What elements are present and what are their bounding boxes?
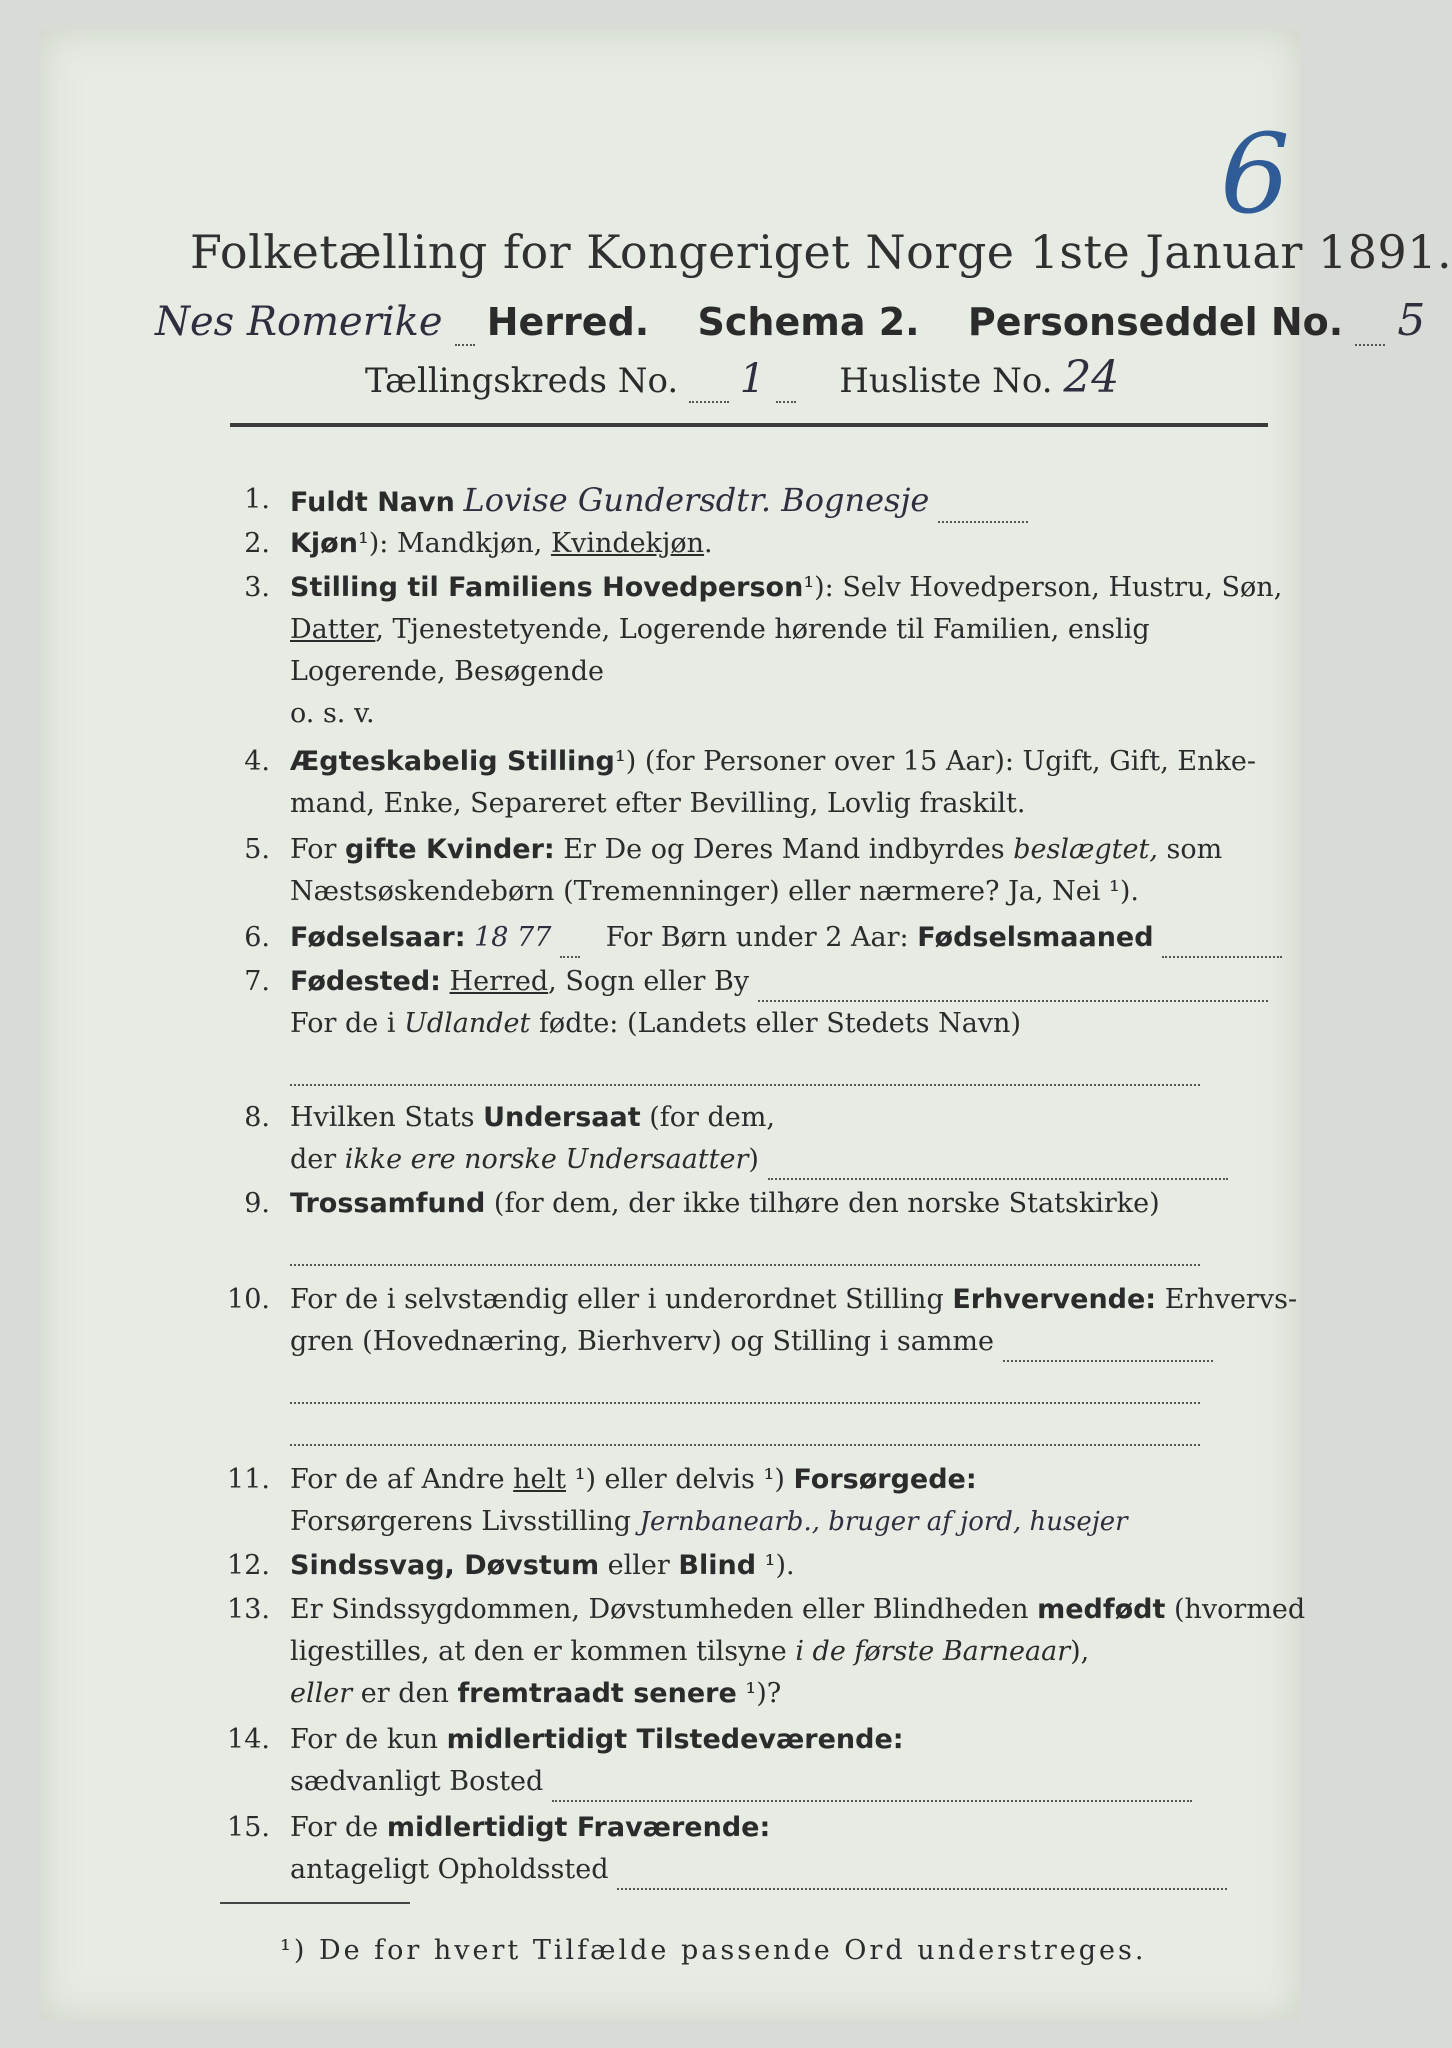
full-name-value: Lovise Gundersdtr. Bognesje <box>463 481 930 519</box>
question-number: 12. <box>227 1550 270 1581</box>
question-text: ), <box>1070 1636 1090 1667</box>
question-text: (for dem, <box>640 1102 775 1133</box>
question-label: Kjøn <box>290 528 358 559</box>
question-number: 8. <box>244 1102 270 1133</box>
question-text: ikke ere norske Undersaatter <box>344 1144 749 1175</box>
header-divider <box>230 423 1268 427</box>
question-text: er den <box>352 1678 458 1709</box>
dots <box>1003 1338 1213 1362</box>
question-text: (hvormed <box>1165 1594 1306 1625</box>
husliste-label: Husliste No. <box>839 361 1053 401</box>
provider-occupation-value: Jernbanearb., bruger af jord, husejer <box>639 1507 1128 1537</box>
question-text: fødte: (Landets eller Stedets Navn) <box>530 1008 1021 1039</box>
question-number: 15. <box>227 1812 270 1843</box>
herred-value: Nes Romerike <box>155 299 443 345</box>
question-label: gifte Kvinder: <box>345 834 555 865</box>
question-text: beslægtet, <box>1013 834 1158 865</box>
taellingskreds-label: Tællingskreds No. <box>365 361 679 401</box>
header-line-herred <box>155 295 1426 355</box>
question-text: Erhvervs- <box>1156 1284 1298 1315</box>
selected-option: Herred <box>449 966 549 997</box>
question-number: 4. <box>244 746 270 777</box>
dots <box>758 978 1268 1002</box>
taellingskreds-value: 1 <box>739 356 766 402</box>
question-label: Fuldt Navn <box>290 487 455 518</box>
question-text: For de kun <box>290 1724 447 1755</box>
dots <box>552 1778 1192 1802</box>
footnote-divider <box>220 1902 410 1904</box>
question-label: Ægteskabelig Stilling <box>290 746 615 777</box>
question-label: Fødselsmaaned <box>917 922 1154 953</box>
dots <box>1162 934 1282 958</box>
schema-label: Schema 2. <box>697 300 920 344</box>
question-text: For de i selvstændig eller i underordnet Stilling <box>290 1284 953 1315</box>
footnote: ¹) De for hvert Tilfælde passende Ord understreges. <box>280 1935 1147 1966</box>
question-text: Udlandet <box>404 1008 531 1039</box>
question-text: ¹). <box>756 1550 795 1581</box>
question-number: 2. <box>244 528 270 559</box>
dots <box>776 379 796 403</box>
form-title: Folketælling for Kongeriget Norge 1ste Januar 1891. <box>190 225 1452 279</box>
husliste-value: 24 <box>1063 352 1120 403</box>
question-label: Erhvervende: <box>952 1284 1157 1315</box>
question-text: ¹) eller delvis ¹) <box>566 1464 794 1495</box>
question-number: 7. <box>244 966 270 997</box>
selected-option: helt <box>513 1464 567 1495</box>
question-number: 1. <box>244 484 270 515</box>
header-line-kreds <box>365 352 1265 407</box>
question-text: , Tjenestetyende, Logerende hørende til Familien, enslig <box>375 614 1150 645</box>
personseddel-value: 5 <box>1397 295 1426 346</box>
question-number: 9. <box>244 1188 270 1219</box>
question-text: der <box>290 1144 345 1175</box>
personseddel-label: Personseddel No. <box>967 300 1344 344</box>
dots <box>689 379 729 403</box>
question-text: i de første Barneaar <box>795 1636 1071 1667</box>
selected-option: Kvindekjøn <box>550 528 705 559</box>
dots <box>290 1422 1200 1446</box>
question-text: eller <box>290 1678 353 1709</box>
question-text: o. s. v. <box>290 698 375 729</box>
question-label: fremtraadt senere <box>457 1678 737 1709</box>
question-label: Blind <box>678 1550 757 1581</box>
question-label: Forsørgede: <box>793 1464 977 1495</box>
question-number: 6. <box>244 922 270 953</box>
dots <box>290 1062 1200 1086</box>
question-number: 3. <box>244 572 270 603</box>
question-text: For Børn under 2 Aar: <box>605 922 909 953</box>
question-label: Undersaat <box>483 1102 641 1133</box>
question-text: Er Sindssygdommen, Døvstumheden eller Blindheden <box>290 1594 1038 1625</box>
census-form: 6 Folketælling for Kongeriget Norge 1ste Januar 1891. Nes Romerike Herred. Schema 2. Personseddel No. 5 Tællingskreds No. 1 Husliste No. 24 1. Fuldt Navn Lovise Gundersdtr. Bognesje 2. Kjøn¹): Mandkjøn, Kvindekjøn. 3. Stilling til Familiens Hovedperson¹): Selv Hovedperson, Hustru, Søn, Datter, Tjenestetyende, Logerende hørende til Familien, enslig Logerende, Besøgende o. s. v. 4. Ægteskabelig Stilling¹) (for Personer over 15 Aar): Ugift, Gift, Enke- mand, Enke, Separeret efter Bevilling, Lovlig fraskilt. 5. For gifte Kvinder: Er De og Deres Mand indbyrdes beslægtet, som Næstsøskendebørn (Tremenninger) eller nærmere? Ja, Nei ¹). 6. Fødselsaar: 18 77 For Børn under 2 Aar: Fødselsmaaned 7. Fødested: Herred, Sogn eller By For de i Udlandet fødte: (Landets eller Stedets Navn) 8. Hvilken Stats Undersaat (for dem, der ikke ere norske Undersaatter) 9. Trossamfund (for dem, der ikke tilhøre den norske Statskirke) 10. For de i selvstændig eller i underordnet Stilling Erhvervende: Erhvervs- gren (Hovednæring, Bierhverv) og Stilling i samme 11. For de af Andre helt ¹) eller delvis ¹) Forsørgede: Forsørgerens Livsstilling Jernbanearb., bruger af jord, husejer 12. Sindssvag, Døvstum eller Blind ¹). 13. Er Sindssygdommen, Døvstumheden eller Blindheden medfødt (hvormed ligestilles, at den er kommen tilsyne i de første Barneaar), eller er den fremtraadt senere ¹)? 14. For de kun midlertidigt Tilstedeværende: sædvanligt Bosted 15. For de midlertidigt Fraværende: antageligt Opholdssted ¹) De for hvert Tilfælde passende Ord understreges. <box>40 30 1300 2020</box>
question-text: eller <box>599 1550 679 1581</box>
question-number: 10. <box>227 1284 270 1315</box>
dots <box>1355 322 1385 346</box>
question-text: antageligt Opholdssted <box>290 1854 609 1885</box>
dots <box>290 1380 1200 1404</box>
question-text: ligestilles, at den er kommen tilsyne <box>290 1636 796 1667</box>
question-text: For <box>290 834 346 865</box>
question-label: midlertidigt Fraværende: <box>386 1812 771 1843</box>
question-text: Er De og Deres Mand indbyrdes <box>554 834 1014 865</box>
question-label: medfødt <box>1037 1594 1166 1625</box>
question-text: For de <box>290 1812 387 1843</box>
dots <box>455 322 475 346</box>
question-label: Fødselsaar: <box>290 922 466 953</box>
question-text: sædvanligt Bosted <box>290 1766 544 1797</box>
question-text: ¹): Selv Hovedperson, Hustru, Søn, <box>803 572 1283 603</box>
question-label: Stilling til Familiens Hovedperson <box>290 572 804 603</box>
question-text: ¹)? <box>736 1678 782 1709</box>
question-text: For de i <box>290 1008 405 1039</box>
herred-label: Herred. <box>486 300 650 344</box>
dots <box>938 499 1028 523</box>
question-text: Næstsøskendebørn (Tremenninger) eller nærmere? Ja, Nei ¹). <box>290 876 1139 907</box>
question-text: gren (Hovednæring, Bierhverv) og Stilling i samme <box>290 1326 995 1357</box>
question-text: For de af Andre <box>290 1464 514 1495</box>
selected-option: Datter <box>290 614 376 645</box>
question-text: Forsørgerens Livsstilling <box>290 1506 632 1537</box>
question-number: 5. <box>244 834 270 865</box>
question-text: som <box>1157 834 1223 865</box>
question-text: Logerende, Besøgende <box>290 656 604 687</box>
question-text: Hvilken Stats <box>290 1102 484 1133</box>
dots <box>617 1866 1227 1890</box>
dots <box>560 934 580 958</box>
question-text: (for dem, der ikke tilhøre den norske Statskirke) <box>485 1188 1160 1219</box>
page-number: 6 <box>1220 110 1290 238</box>
question-label: Sindssvag, Døvstum <box>290 1550 600 1581</box>
question-text: ¹) (for Personer over 15 Aar): Ugift, Gift, Enke- <box>614 746 1256 777</box>
question-label: Fødested: <box>290 966 441 997</box>
question-label: Trossamfund <box>290 1188 486 1219</box>
birth-year-value: 18 77 <box>474 922 552 953</box>
question-text: ¹): Mandkjøn, <box>357 528 551 559</box>
question-text: , Sogn eller By <box>548 966 750 997</box>
dots <box>768 1156 1228 1180</box>
question-number: 11. <box>227 1464 270 1495</box>
question-text: mand, Enke, Separeret efter Bevilling, Lovlig fraskilt. <box>290 788 1026 819</box>
question-label: midlertidigt Tilstedeværende: <box>446 1724 904 1755</box>
question-number: 14. <box>227 1724 270 1755</box>
question-number: 13. <box>227 1594 270 1625</box>
dots <box>290 1242 1200 1266</box>
